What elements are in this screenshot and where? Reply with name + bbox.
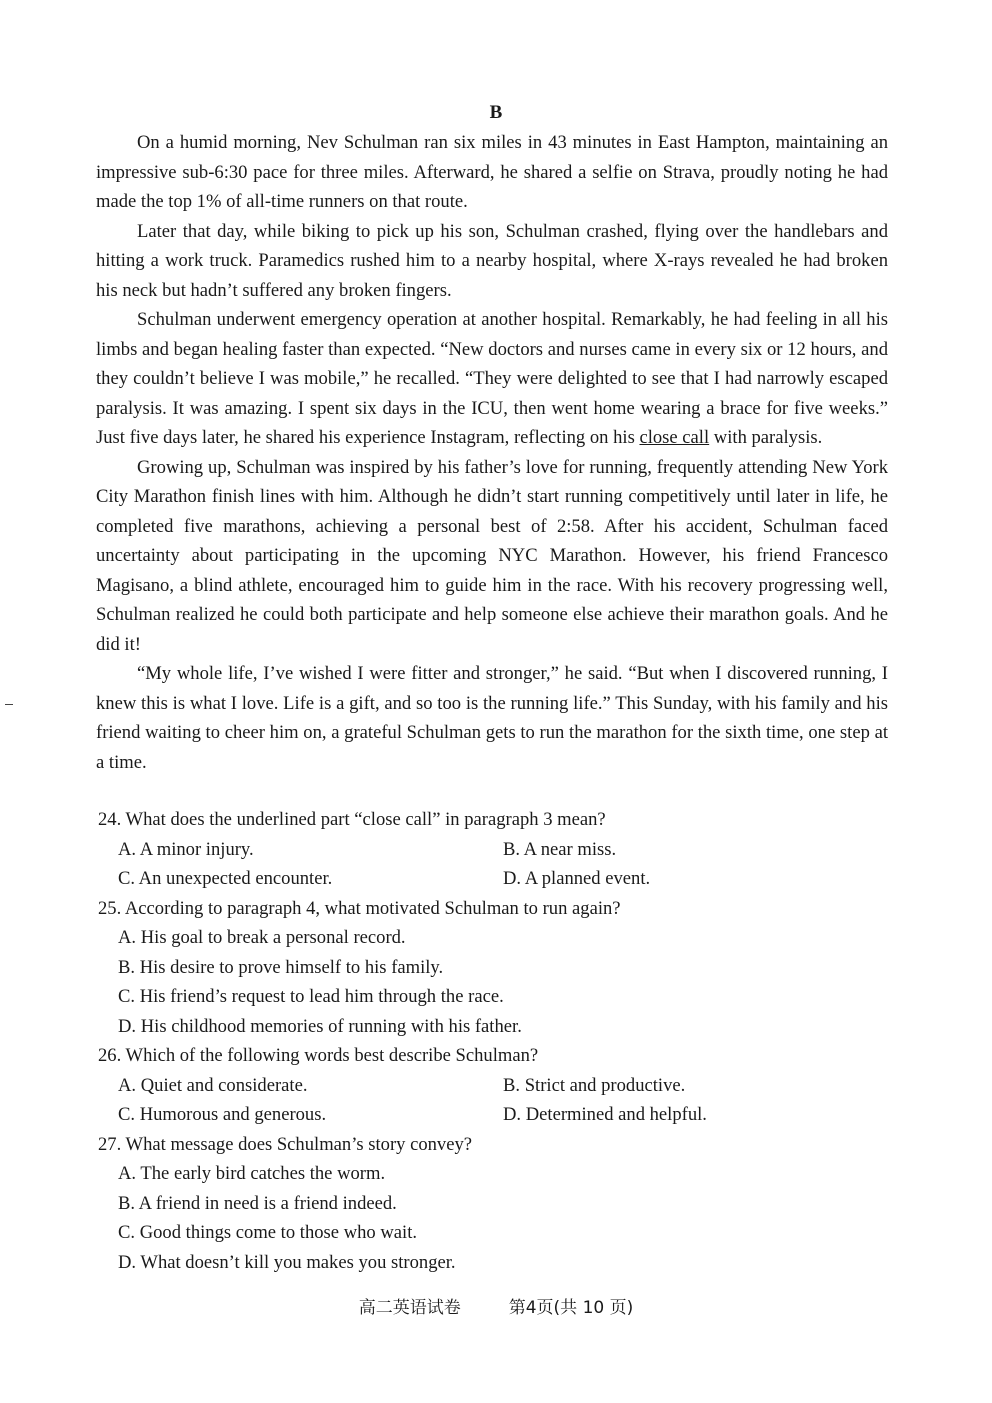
underlined-phrase: close call	[639, 427, 710, 448]
option-b[interactable]: B. A near miss.	[503, 838, 617, 860]
question-stem: 24. What does the underlined part “close call” in paragraph 3 mean?	[98, 809, 606, 830]
option-c[interactable]: C. An unexpected encounter.	[118, 868, 333, 889]
option-b[interactable]: B. Strict and productive.	[503, 1074, 686, 1096]
option-c[interactable]: C. Good things come to those who wait.	[118, 1222, 418, 1243]
option-a[interactable]: A. A minor injury.	[118, 838, 254, 860]
option-a[interactable]: A. The early bird catches the worm.	[118, 1163, 386, 1184]
page-footer	[0, 1293, 992, 1318]
option-c[interactable]: C. His friend’s request to lead him through the race.	[118, 986, 504, 1007]
option-b[interactable]: B. A friend in need is a friend indeed.	[118, 1192, 397, 1214]
paragraph-3-end: with paralysis.	[709, 427, 823, 448]
margin-mark	[5, 704, 13, 705]
option-d[interactable]: D. A planned event.	[503, 868, 651, 889]
question-24	[98, 805, 888, 894]
paragraph-3	[96, 305, 888, 453]
paragraph-3-text: Schulman underwent emergency operation at another hospital. Remarkably, he had feeling in all his limbs and began healing faster than expected. “New doctors and nurses came in every six or 12 hours, and they couldn’t believe I was mobile,” he recalled. “They were delighted to see that I had narrowly escaped paralysis. It was amazing. I spent six days in the ICU, then went home wearing a brace for five weeks.” Just five days later, he shared his experience Instagram, reflecting on his	[96, 309, 888, 448]
page-number: 第4页(共 10 页)	[508, 1298, 634, 1318]
question-stem: 27. What message does Schulman’s story convey?	[98, 1133, 473, 1155]
option-a[interactable]: A. His goal to break a personal record.	[118, 927, 406, 948]
reading-passage	[96, 128, 888, 777]
exam-title: 高二英语试卷	[358, 1298, 461, 1318]
question-27	[98, 1130, 888, 1278]
option-d[interactable]: D. Determined and helpful.	[503, 1104, 707, 1125]
paragraph-5: “My whole life, I’ve wished I were fitter and stronger,” he said. “But when I discovered running, I knew this is what I love. Life is a gift, and so too is the running life.” This Sunday, with his family and his friend waiting to cheer him on, a grateful Schulman gets to run the marathon for the sixth time, one step at a time.	[96, 663, 888, 773]
question-list	[98, 805, 888, 1277]
section-letter: B	[489, 102, 503, 123]
option-d[interactable]: D. What doesn’t kill you makes you stronger.	[118, 1251, 456, 1273]
question-26	[98, 1041, 888, 1130]
option-c[interactable]: C. Humorous and generous.	[118, 1104, 327, 1125]
question-25	[98, 894, 888, 1042]
paragraph-1: On a humid morning, Nev Schulman ran six miles in 43 minutes in East Hampton, maintaining an impressive sub-6:30 pace for three miles. Afterward, he shared a selfie on Strava, proudly noting he had made the top 1% of all-time runners on that route.	[96, 132, 888, 212]
option-b[interactable]: B. His desire to prove himself to his family.	[118, 956, 444, 978]
option-a[interactable]: A. Quiet and considerate.	[118, 1074, 308, 1096]
paragraph-4: Growing up, Schulman was inspired by his father’s love for running, frequently attending New York City Marathon finish lines with him. Although he didn’t start running competitively until later in life, he completed five marathons, achieving a personal best of 2:58. After his accident, Schulman faced uncertainty about participating in the upcoming NYC Marathon. However, his friend Francesco Magisano, a blind athlete, encouraged him to guide him in the race. With his recovery progressing well, Schulman realized he could both participate and help someone else achieve their marathon goals. And he did it!	[96, 456, 888, 655]
paragraph-2: Later that day, while biking to pick up his son, Schulman crashed, flying over the handlebars and hitting a work truck. Paramedics rushed him to a nearby hospital, where X-rays revealed he had broken his neck but hadn’t suffered any broken fingers.	[96, 220, 888, 301]
option-d[interactable]: D. His childhood memories of running with his father.	[118, 1015, 522, 1037]
question-stem: 25. According to paragraph 4, what motivated Schulman to run again?	[98, 897, 621, 919]
question-stem: 26. Which of the following words best describe Schulman?	[98, 1045, 539, 1066]
